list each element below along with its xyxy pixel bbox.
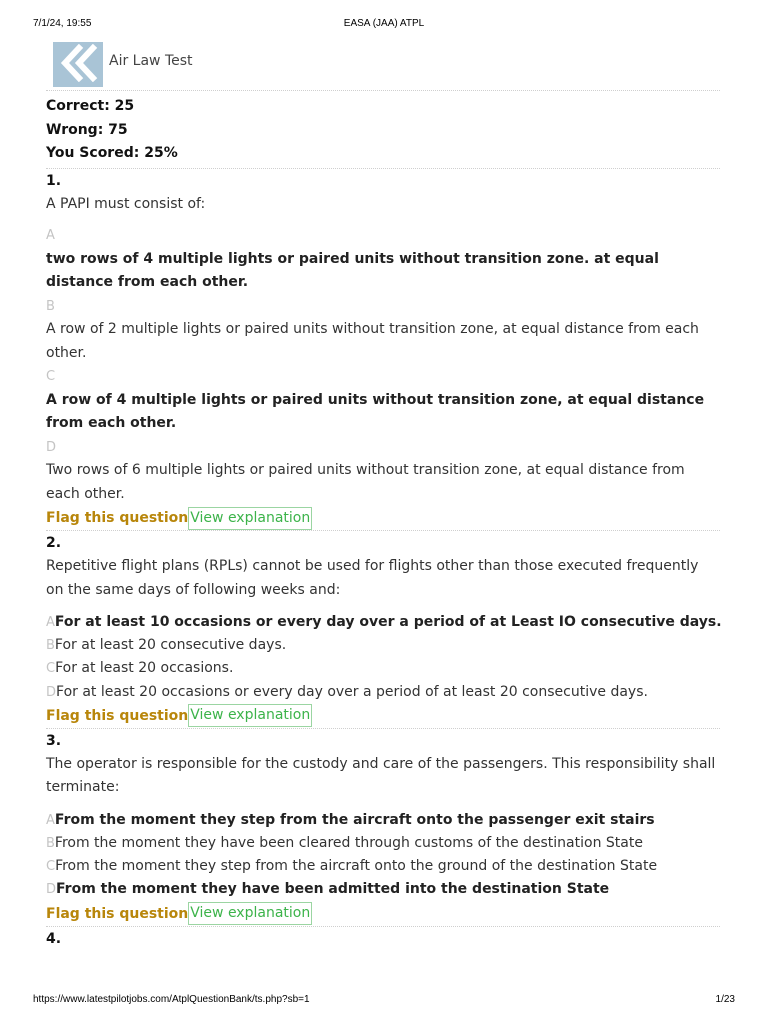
print-page-number: 1/23 (715, 994, 735, 1005)
option-text: From the moment they have been admitted into the destination State (56, 881, 610, 898)
option-c (46, 657, 720, 680)
print-title: EASA (JAA) ATPL (343, 18, 425, 29)
option-text-a: two rows of 4 multiple lights or paired units without transition zone. at equal distance from each other. (46, 250, 659, 290)
score-summary (46, 91, 720, 169)
score-percent: You Scored: 25% (46, 145, 178, 161)
print-header (0, 18, 768, 32)
question-number: 1. (46, 172, 62, 189)
option-letter: B (46, 638, 55, 654)
option-text-b: A row of 2 multiple lights or paired units without transition zone, at equal distance from each other. (46, 321, 699, 361)
option-letter-a: A (46, 228, 55, 243)
option-text: For at least 10 occasions or every day over a period of at Least IO consecutive days. (54, 614, 722, 630)
view-explanation-button[interactable]: View explanation (188, 704, 312, 727)
question-text: A PAPI must consist of: (46, 195, 206, 212)
option-letter-c: C (46, 369, 56, 384)
print-datetime: 7/1/24, 19:55 (33, 18, 92, 29)
question-text: Repetitive flight plans (RPLs) cannot be used for flights other than those executed frequently on the same days of following weeks and: (46, 558, 699, 598)
option-letter-d: D (46, 439, 57, 455)
option-letter-b: B (46, 298, 55, 314)
option-text: From the moment they step from the aircraft onto the passenger exit stairs (54, 811, 655, 828)
question-4 (46, 927, 720, 951)
option-text: From the moment they have been cleared through customs of the destination State (54, 835, 643, 852)
option-letter: D (46, 882, 57, 898)
question-actions (46, 902, 720, 926)
back-button[interactable] (53, 42, 103, 87)
answer-options (46, 611, 720, 704)
flag-question-link[interactable]: Flag this question (46, 905, 189, 922)
option-text-d: Two rows of 6 multiple lights or paired units without transition zone, at equal distance from each other. (46, 462, 685, 502)
option-c (46, 855, 720, 878)
double-chevron-left-icon (58, 44, 98, 86)
option-text: From the moment they step from the aircraft onto the ground of the destination State (55, 858, 658, 875)
question-2 (46, 531, 720, 729)
question-text: The operator is responsible for the custody and care of the passengers. This responsibility shall terminate: (46, 755, 716, 796)
wrong-count: Wrong: 75 (46, 121, 128, 138)
question-actions (46, 704, 720, 728)
question-number: 3. (46, 732, 62, 749)
option-letter: A (46, 615, 55, 630)
question-actions (46, 506, 720, 530)
question-number: 2. (46, 535, 62, 551)
test-results-content (46, 40, 720, 951)
option-letter: D (46, 684, 57, 700)
option-text: For at least 20 consecutive days. (54, 637, 287, 654)
option-b (46, 634, 720, 657)
answer-options (46, 809, 720, 902)
option-letter: C (46, 661, 56, 677)
flag-question-link[interactable]: Flag this question (46, 707, 189, 724)
option-text-c: A row of 4 multiple lights or paired units without transition zone, at equal distance from each other. (46, 391, 705, 431)
option-d (46, 878, 720, 901)
print-footer (0, 994, 768, 1008)
flag-question-link[interactable]: Flag this question (46, 510, 189, 526)
view-explanation-button[interactable]: View explanation (188, 902, 312, 925)
question-1 (46, 169, 720, 532)
view-explanation-button[interactable]: View explanation (188, 507, 312, 530)
option-b (46, 832, 720, 855)
print-url: https://www.latestpilotjobs.com/AtplQuestionBank/ts.php?sb=1 (33, 994, 310, 1005)
correct-count: Correct: 25 (46, 98, 135, 114)
question-3 (46, 729, 720, 927)
page-title: Air Law Test (109, 53, 193, 69)
question-number: 4. (46, 930, 62, 947)
answer-options (46, 224, 720, 506)
app-header (46, 40, 720, 91)
option-letter: A (46, 812, 55, 828)
option-text: For at least 20 occasions. (55, 660, 234, 677)
option-text: For at least 20 occasions or every day over a period of at least 20 consecutive days. (56, 683, 648, 700)
option-a (46, 611, 720, 634)
option-letter: B (46, 836, 55, 852)
option-a (46, 809, 720, 832)
option-letter: C (46, 859, 56, 875)
option-d (46, 681, 720, 704)
